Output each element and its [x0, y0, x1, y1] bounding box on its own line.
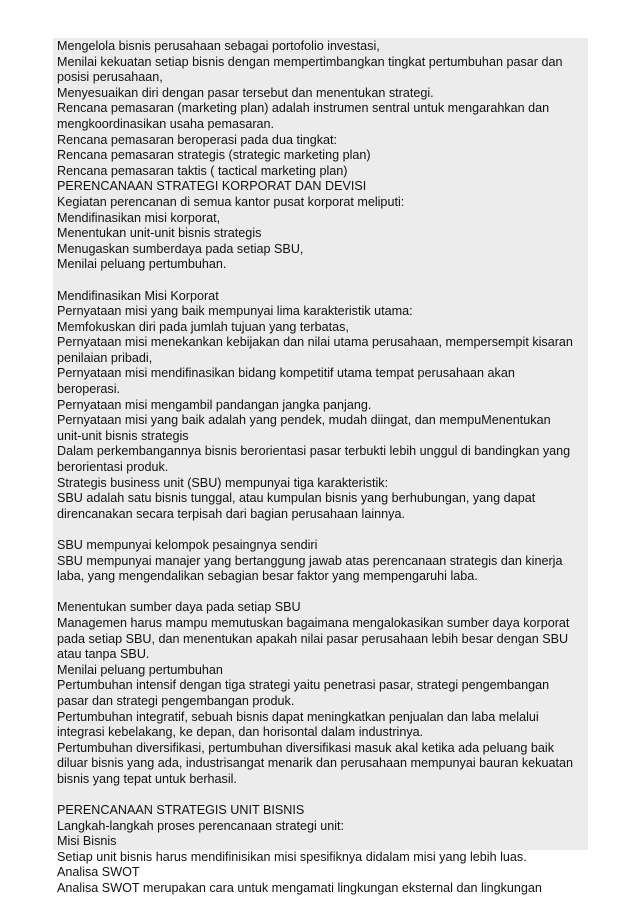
text-line: Rencana pemasaran taktis ( tactical marketing plan) [57, 163, 348, 178]
text-line: Pernyataan misi menekankan kebijakan dan nilai utama perusahaan, mempersempit kisaran [57, 335, 573, 350]
text-line: Memfokuskan diri pada jumlah tujuan yang terbatas, [57, 319, 349, 334]
text-line: Menilai kekuatan setiap bisnis dengan mempertimbangkan tingkat pertumbuhan pasar dan [57, 54, 563, 69]
text-line: Rencana pemasaran beroperasi pada dua tingkat: [57, 132, 338, 147]
blank-line [57, 585, 584, 601]
text-line: pasar dan strategi pengembangan produk. [57, 693, 295, 708]
text-line: berorientasi produk. [57, 460, 169, 475]
text-line: Menentukan unit-unit bisnis strategis [57, 226, 262, 241]
text-line: Analisa SWOT [57, 865, 140, 880]
text-line: mengkoordinasikan usaha pemasaran. [57, 116, 275, 131]
text-line: Setiap unit bisnis harus mendifinisikan misi spesifiknya didalam misi yang lebih luas. [57, 849, 527, 864]
text-line: beroperasi. [57, 382, 121, 397]
text-line: PERENCANAAN STRATEGIS UNIT BISNIS [57, 803, 305, 818]
text-line: Menyesuaikan diri dengan pasar tersebut dan menentukan strategi. [57, 85, 434, 100]
text-line: Pernyataan misi mengambil pandangan jangka panjang. [57, 397, 372, 412]
text-line: Pernyataan misi yang baik mempunyai lima karakteristik utama: [57, 304, 413, 319]
text-line: Analisa SWOT merupakan cara untuk mengamati lingkungan eksternal dan lingkungan [57, 881, 542, 896]
text-line: Managemen harus mampu memutuskan bagaimana mengalokasikan sumber daya korporat [57, 615, 570, 630]
text-line: Menilai peluang pertumbuhan [57, 662, 223, 677]
text-line: Menentukan sumber daya pada setiap SBU [57, 600, 301, 615]
text-line: Pertumbuhan integratif, sebuah bisnis dapat meningkatkan penjualan dan laba melalui [57, 709, 539, 724]
text-line: diluar bisnis yang ada, industrisangat menarik dan perusahaan mempunyai bauran kekuatan [57, 756, 573, 771]
text-line: Menilai peluang pertumbuhan. [57, 257, 227, 272]
blank-line [57, 522, 584, 538]
text-line: Pertumbuhan diversifikasi, pertumbuhan diversifikasi masuk akal ketika ada peluang baik [57, 740, 555, 755]
blank-line [57, 788, 584, 804]
text-line: SBU mempunyai kelompok pesaingnya sendiri [57, 538, 318, 552]
text-line: Langkah-langkah proses perencanaan strategi unit: [57, 818, 345, 833]
text-line: Pertumbuhan intensif dengan tiga strategi yaitu penetrasi pasar, strategi pengembangan [57, 678, 550, 693]
text-line: pada setiap SBU, dan menentukan apakah nilai pasar perusahaan lebih besar dengan SBU [57, 631, 569, 646]
text-line: SBU mempunyai manajer yang bertanggung jawab atas perencanaan strategis dan kinerja [57, 553, 563, 568]
text-line: Mendifinasikan Misi Korporat [57, 288, 219, 303]
text-line: SBU adalah satu bisnis tunggal, atau kumpulan bisnis yang berhubungan, yang dapat [57, 491, 536, 506]
text-line: Pernyataan misi mendifinasikan bidang kompetitif utama tempat perusahaan akan [57, 366, 515, 381]
text-line: Misi Bisnis [57, 834, 117, 849]
text-line: posisi perusahaan, [57, 70, 163, 85]
text-line: Dalam perkembangannya bisnis berorientasi pasar terbukti lebih unggul di bandingkan yang [57, 444, 571, 459]
text-line: laba, yang mengendalikan sebagian besar faktor yang mempengaruhi laba. [57, 569, 478, 584]
blank-line [57, 273, 584, 289]
text-line: Strategis business unit (SBU) mempunyai tiga karakteristik: [57, 475, 389, 490]
text-line: penilaian pribadi, [57, 350, 153, 365]
text-line: atau tanpa SBU. [57, 647, 150, 662]
document-text-block [53, 38, 588, 896]
text-line: Pernyataan misi yang baik adalah yang pendek, mudah diingat, dan mempuMenentukan [57, 413, 551, 428]
text-line: PERENCANAAN STRATEGI KORPORAT DAN DEVISI [57, 179, 367, 194]
text-line: Mengelola bisnis perusahaan sebagai portofolio investasi, [57, 39, 380, 53]
text-line: integrasi kebelakang, ke depan, dan horisontal dalam industrinya. [57, 725, 424, 740]
text-line: bisnis yang tepat untuk berhasil. [57, 771, 237, 786]
text-line: Kegiatan perencanan di semua kantor pusat korporat meliputi: [57, 194, 405, 209]
text-line: unit-unit bisnis strategis [57, 428, 189, 443]
text-line: Mendifinasikan misi korporat, [57, 210, 221, 225]
text-line: Menugaskan sumberdaya pada setiap SBU, [57, 241, 304, 256]
text-line: Rencana pemasaran (marketing plan) adalah instrumen sentral untuk mengarahkan dan [57, 101, 550, 116]
text-line: Rencana pemasaran strategis (strategic marketing plan) [57, 148, 371, 163]
text-line: direncanakan secara terpisah dari bagian perusahaan lainnya. [57, 506, 405, 521]
